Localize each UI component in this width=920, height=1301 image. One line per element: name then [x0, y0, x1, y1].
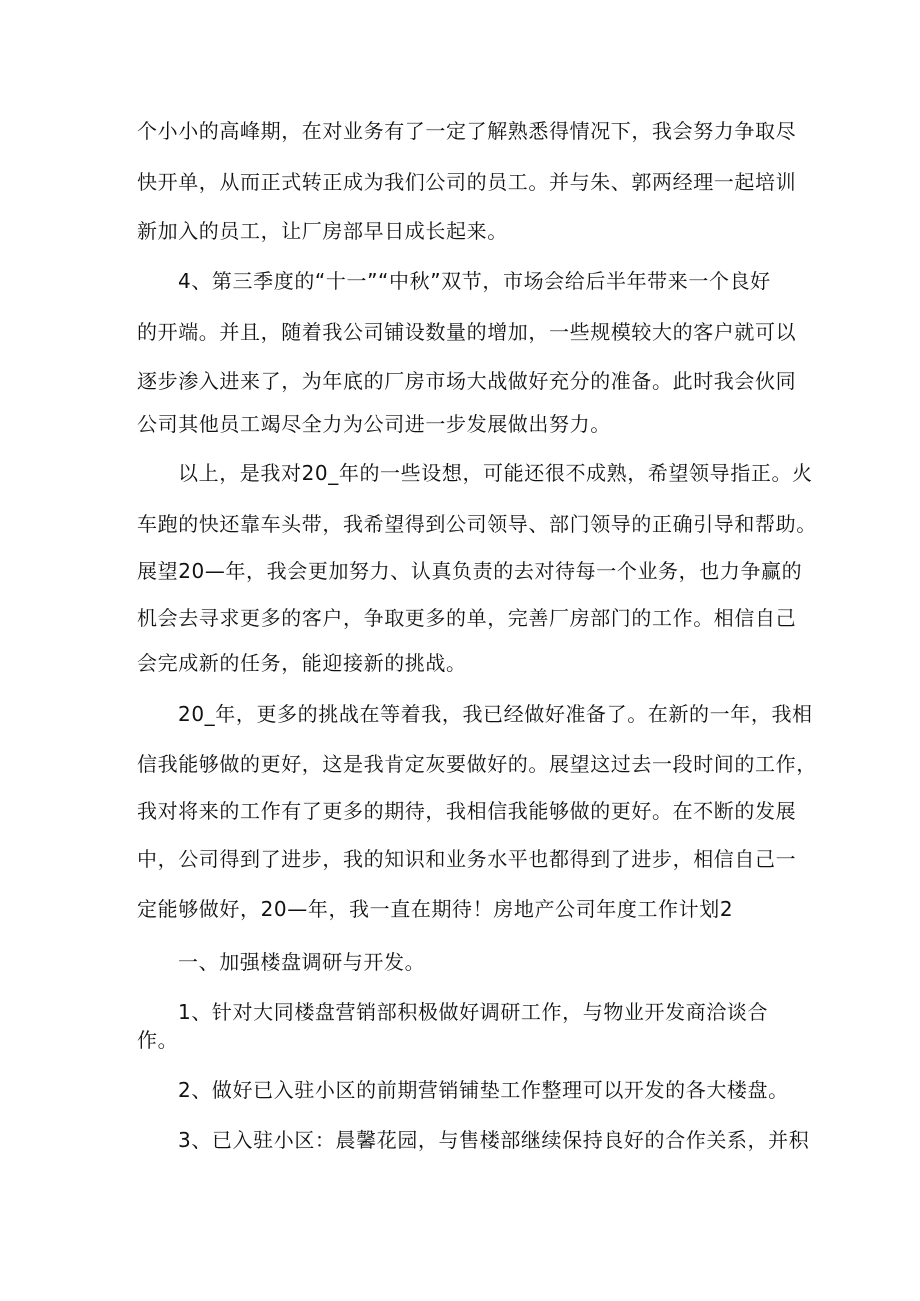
text-line: 车跑的快还靠车头带，我希望得到公司领导、部门领导的正确引导和帮助。 — [137, 512, 817, 536]
text-line: 3、已入驻小区：晨馨花园，与售楼部继续保持良好的合作关系，并积 — [178, 1128, 810, 1152]
text-line: 新加入的员工，让厂房部早日成长起来。 — [137, 219, 508, 243]
text-line: 机会去寻求更多的客户，争取更多的单，完善厂房部门的工作。相信自己 — [137, 606, 797, 630]
text-line: 1、针对大同楼盘营销部积极做好调研工作，与物业开发商洽谈合 — [178, 1000, 769, 1024]
text-line: 20_年，更多的挑战在等着我，我已经做好准备了。在新的一年，我相 — [178, 702, 813, 726]
text-line: 公司其他员工竭尽全力为公司进一步发展做出努力。 — [137, 412, 611, 436]
text-line: 2、做好已入驻小区的前期营销铺垫工作整理可以开发的各大楼盘。 — [178, 1078, 789, 1102]
text-line: 我对将来的工作有了更多的期待，我相信我能够做的更好。在不断的发展 — [137, 799, 797, 823]
section-heading: 一、加强楼盘调研与开发。 — [178, 950, 426, 974]
text-line: 定能够做好，20—年，我一直在期待！房地产公司年度工作计划2 — [137, 897, 734, 921]
text-line: 的开端。并且，随着我公司铺设数量的增加，一些规模较大的客户就可以 — [137, 320, 797, 344]
text-line: 以上，是我对20_年的一些设想，可能还很不成熟，希望领导指正。火 — [178, 461, 813, 485]
text-line: 4、第三季度的“十一”“中秋”双节，市场会给后半年带来一个良好 — [178, 269, 771, 293]
text-line: 会完成新的任务，能迎接新的挑战。 — [137, 651, 467, 675]
text-line: 逐步渗入进来了，为年底的厂房市场大战做好充分的准备。此时我会伙同 — [137, 369, 797, 393]
text-line: 展望20—年，我会更加努力、认真负责的去对待每一个业务，也力争赢的 — [137, 559, 803, 583]
text-line: 快开单，从而正式转正成为我们公司的员工。并与朱、郭两经理一起培训 — [137, 170, 797, 194]
text-line: 中，公司得到了进步，我的知识和业务水平也都得到了进步，相信自己一 — [137, 847, 797, 871]
text-line: 个小小的高峰期，在对业务有了一定了解熟悉得情况下，我会努力争取尽 — [137, 119, 797, 143]
text-line: 作。 — [137, 1028, 179, 1052]
text-line: 信我能够做的更好，这是我肯定灰要做好的。展望这过去一段时间的工作， — [137, 752, 817, 776]
